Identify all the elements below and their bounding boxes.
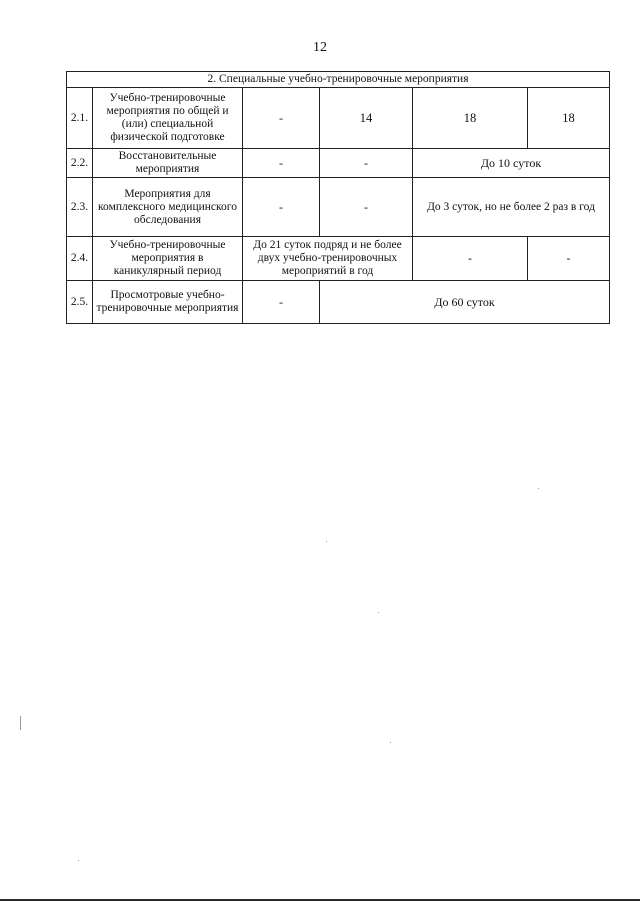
event-name: Учебно-тренировочные мероприятия в каникулярный период	[93, 237, 243, 281]
scan-speck	[390, 742, 391, 743]
event-name: Просмотровые учебно-тренировочные мероприятия	[93, 281, 243, 324]
scan-speck	[78, 860, 79, 861]
training-events-table	[66, 71, 610, 324]
value-cell: 14	[320, 88, 413, 149]
row-number: 2.2.	[67, 149, 93, 178]
value-cell: -	[528, 237, 610, 281]
scan-speck	[538, 488, 539, 489]
table-row	[67, 149, 610, 178]
row-number: 2.1.	[67, 88, 93, 149]
table-row	[67, 281, 610, 324]
row-number: 2.5.	[67, 281, 93, 324]
event-name: Учебно-тренировочные мероприятия по общей и (или) специальной физической подготовке	[93, 88, 243, 149]
page-number: 12	[313, 40, 327, 55]
table-row	[67, 88, 610, 149]
value-cell: -	[320, 178, 413, 237]
event-name: Восстановительные мероприятия	[93, 149, 243, 178]
value-cell: До 60 суток	[320, 281, 610, 324]
value-cell: До 3 суток, но не более 2 раз в год	[413, 178, 610, 237]
scan-speck	[326, 541, 327, 542]
section-title: 2. Специальные учебно-тренировочные мероприятия	[67, 72, 610, 88]
value-cell: -	[243, 178, 320, 237]
value-cell: -	[243, 88, 320, 149]
value-cell: 18	[413, 88, 528, 149]
event-name: Мероприятия для комплексного медицинского обследования	[93, 178, 243, 237]
scan-speck	[20, 716, 21, 730]
value-cell: До 10 суток	[413, 149, 610, 178]
table-row	[67, 237, 610, 281]
value-cell: -	[243, 149, 320, 178]
scan-speck	[378, 612, 379, 613]
row-number: 2.3.	[67, 178, 93, 237]
value-cell: 18	[528, 88, 610, 149]
value-cell: До 21 суток подряд и не более двух учебно-тренировочных мероприятий в год	[243, 237, 413, 281]
value-cell: -	[320, 149, 413, 178]
table-row	[67, 178, 610, 237]
section-header-row	[67, 72, 610, 88]
value-cell: -	[243, 281, 320, 324]
value-cell: -	[413, 237, 528, 281]
row-number: 2.4.	[67, 237, 93, 281]
